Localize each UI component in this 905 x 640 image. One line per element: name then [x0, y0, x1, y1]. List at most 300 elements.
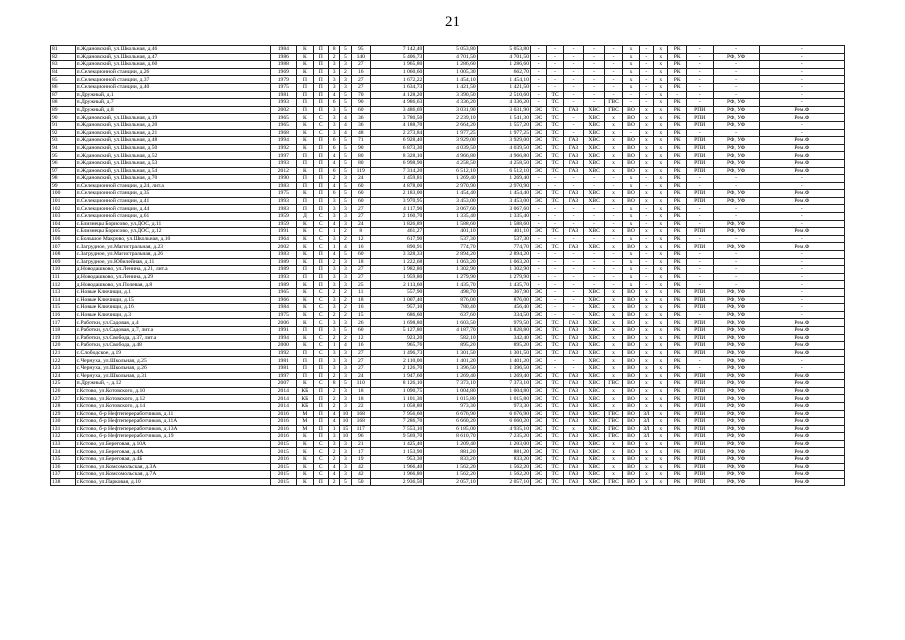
cell-year-built: 1959 [270, 213, 297, 221]
cell-apartments: 16 [351, 243, 370, 251]
cell-elevator: х [654, 213, 668, 221]
cell-cold-water: ХВС [584, 243, 605, 251]
cell-cold-water: ХВС [584, 349, 605, 357]
cell-cold-water: ХВС [584, 380, 605, 388]
cell-chute: - [639, 182, 653, 190]
cell-hot-water: - [604, 266, 622, 274]
cell-living-area: 876,00 [424, 296, 477, 304]
cell-entrances: 1 [328, 243, 339, 251]
cell-entrances: 2 [328, 372, 339, 380]
cell-living-area: 4 258,50 [424, 159, 477, 167]
cell-gas: ГАЗ [563, 410, 584, 418]
cell-entrances: 2 [328, 456, 339, 464]
cell-heating: ТС [547, 433, 563, 441]
cell-total-area: 7 956,60 [371, 410, 424, 418]
cell-residential-area: 1 203,00 [477, 440, 530, 448]
cell-wall-material: К [297, 251, 313, 259]
cell-row-number: 115 [51, 304, 76, 312]
cell-utility-systems: - [686, 273, 713, 281]
cell-foundation-repair: - [759, 182, 844, 190]
cell-apartments: 25 [351, 281, 370, 289]
cell-floors: 2 [340, 289, 351, 297]
cell-cold-water: - [584, 91, 605, 99]
cell-elevator: х [654, 106, 668, 114]
cell-electricity: ЭС [530, 478, 546, 486]
table-row [51, 273, 845, 281]
cell-utility-systems: РПИ [686, 372, 713, 380]
cell-address: с.Близнецы Борисово, ул.ДОС, д.11 [75, 220, 270, 228]
cell-sewerage: х [623, 266, 639, 274]
cell-living-area: 1 015,80 [424, 395, 477, 403]
cell-hot-water: х [604, 395, 622, 403]
cell-electricity: ЭС [530, 380, 546, 388]
cell-total-area: 1 101,30 [371, 395, 424, 403]
cell-year-built: 2016 [270, 418, 297, 426]
cell-hot-water: х [604, 228, 622, 236]
cell-residential-area: 1 557,20 [477, 121, 530, 129]
cell-facade: РФ, УФ [713, 387, 759, 395]
cell-total-area: 6 998,90 [371, 159, 424, 167]
cell-electricity: ЭС [530, 121, 546, 129]
cell-utility-systems: РПИ [686, 197, 713, 205]
cell-utility-systems: - [686, 53, 713, 61]
cell-heating: ТС [547, 106, 563, 114]
cell-row-number: 113 [51, 289, 76, 297]
cell-cold-water: ХВС [584, 304, 605, 312]
cell-wall-material: К [297, 281, 313, 289]
cell-year-built: 2015 [270, 463, 297, 471]
cell-hot-water: ГВС [604, 478, 622, 486]
cell-gas: ГАЗ [563, 448, 584, 456]
cell-floors: 4 [340, 243, 351, 251]
cell-wall-material: К [297, 304, 313, 312]
cell-floors: 5 [340, 99, 351, 107]
cell-chute: х [639, 137, 653, 145]
cell-gas: ГАЗ [563, 380, 584, 388]
cell-gas: - [563, 121, 584, 129]
cell-address: п.Селекционной станции, д.41 [75, 197, 270, 205]
cell-residential-area: 1 401,20 [477, 357, 530, 365]
table-row [51, 182, 845, 190]
cell-hot-water: х [604, 129, 622, 137]
cell-roof-repair: РК [668, 137, 686, 145]
cell-chute: - [639, 235, 653, 243]
cell-address: с.Загрудное, ул.Юбилейная, д.11 [75, 258, 270, 266]
cell-foundation-repair: Рем.Ф [759, 471, 844, 479]
cell-year-built: 1993 [270, 99, 297, 107]
cell-gas: - [563, 357, 584, 365]
cell-foundation-repair: Рем.Ф [759, 137, 844, 145]
table-row [51, 175, 845, 183]
cell-row-number: 122 [51, 357, 76, 365]
cell-chute: - [639, 281, 653, 289]
cell-total-area: 1 090,75 [371, 387, 424, 395]
cell-floor-type: С [313, 121, 328, 129]
cell-row-number: 128 [51, 402, 76, 410]
cell-apartments: 60 [351, 251, 370, 259]
cell-total-area: 4 128,20 [371, 91, 424, 99]
table-row [51, 243, 845, 251]
cell-living-area: 637,60 [424, 311, 477, 319]
cell-apartments: 18 [351, 387, 370, 395]
cell-year-built: 1989 [270, 281, 297, 289]
cell-year-built: 1984 [270, 304, 297, 312]
cell-apartments: 26 [351, 319, 370, 327]
cell-residential-area: 881,20 [477, 448, 530, 456]
cell-chute: х [639, 167, 653, 175]
cell-roof-repair: РК [668, 197, 686, 205]
cell-wall-material: К [297, 456, 313, 464]
cell-facade: - [713, 46, 759, 54]
cell-utility-systems: - [686, 83, 713, 91]
cell-cold-water: ХВС [584, 387, 605, 395]
cell-foundation-repair: Рем.Ф [759, 349, 844, 357]
cell-heating: - [547, 281, 563, 289]
cell-cold-water: ХВС [584, 129, 605, 137]
cell-roof-repair: РК [668, 258, 686, 266]
cell-living-area: 1 562,20 [424, 471, 477, 479]
cell-gas: - [563, 61, 584, 69]
cell-floor-type: П [313, 61, 328, 69]
cell-floors: 3 [340, 175, 351, 183]
cell-year-built: 1965 [270, 114, 297, 122]
cell-electricity: ЭС [530, 433, 546, 441]
cell-entrances: 2 [328, 289, 339, 297]
cell-chute: х [639, 121, 653, 129]
cell-wall-material: П [297, 99, 313, 107]
cell-roof-repair: РК [668, 364, 686, 372]
cell-utility-systems: - [686, 129, 713, 137]
cell-electricity: ЭС [530, 440, 546, 448]
cell-cold-water: - [584, 76, 605, 84]
cell-floors: 10 [340, 410, 351, 418]
cell-hot-water: х [604, 304, 622, 312]
cell-foundation-repair: Рем.Ф [759, 197, 844, 205]
cell-residential-area: 876,00 [477, 296, 530, 304]
cell-wall-material: КБ [297, 402, 313, 410]
cell-address: п.Селекционной станции, д.37 [75, 76, 270, 84]
cell-wall-material: К [297, 463, 313, 471]
cell-apartments: 16 [351, 304, 370, 312]
cell-apartments: 36 [351, 121, 370, 129]
cell-gas: ГАЗ [563, 334, 584, 342]
cell-elevator: х [654, 357, 668, 365]
cell-entrances: 4 [328, 182, 339, 190]
cell-floors: 3 [340, 213, 351, 221]
cell-sewerage: х [623, 76, 639, 84]
cell-year-built: 1993 [270, 197, 297, 205]
cell-row-number: 124 [51, 372, 76, 380]
cell-total-area: 1 496,73 [371, 349, 424, 357]
cell-floors: 2 [340, 68, 351, 76]
cell-year-built: 1969 [270, 68, 297, 76]
cell-roof-repair: РК [668, 478, 686, 486]
cell-cold-water: ХВС [584, 440, 605, 448]
cell-apartments: 117 [351, 425, 370, 433]
cell-roof-repair: РК [668, 144, 686, 152]
cell-apartments: 17 [351, 448, 370, 456]
cell-year-built: 1992 [270, 144, 297, 152]
cell-heating: - [547, 266, 563, 274]
cell-sewerage: ВО [623, 197, 639, 205]
cell-total-area: 1 672,22 [371, 76, 424, 84]
cell-row-number: 98 [51, 175, 76, 183]
cell-hot-water: х [604, 319, 622, 327]
cell-floor-type: С [313, 471, 328, 479]
cell-heating: ТС [547, 144, 563, 152]
cell-utility-systems: - [686, 99, 713, 107]
cell-foundation-repair: Рем.Ф [759, 410, 844, 418]
cell-roof-repair: РК [668, 167, 686, 175]
cell-apartments: 42 [351, 463, 370, 471]
cell-apartments: 27 [351, 349, 370, 357]
cell-foundation-repair: Рем.Ф [759, 152, 844, 160]
cell-gas: - [563, 213, 584, 221]
cell-utility-systems: РПИ [686, 159, 713, 167]
cell-chute: - [639, 83, 653, 91]
cell-foundation-repair: Рем.Ф [759, 372, 844, 380]
cell-roof-repair: РК [668, 372, 686, 380]
cell-gas: - [563, 114, 584, 122]
cell-electricity: ЭС [530, 137, 546, 145]
cell-row-number: 99 [51, 182, 76, 190]
cell-electricity: ЭС [530, 471, 546, 479]
cell-foundation-repair: - [759, 235, 844, 243]
cell-total-area: 8 126,10 [371, 380, 424, 388]
cell-total-area: 7 286,70 [371, 418, 424, 426]
cell-entrances: 4 [328, 410, 339, 418]
cell-wall-material: КБ [297, 395, 313, 403]
cell-living-area: 1 562,20 [424, 463, 477, 471]
cell-facade: - [713, 258, 759, 266]
cell-heating: ТС [547, 387, 563, 395]
cell-gas: ГАЗ [563, 152, 584, 160]
cell-floor-type: С [313, 304, 328, 312]
cell-entrances: 3 [328, 273, 339, 281]
cell-living-area: 4 966,80 [424, 152, 477, 160]
cell-electricity: ЭС [530, 342, 546, 350]
cell-address: п.Ждановский, ул.Школьная, д.54 [75, 167, 270, 175]
cell-foundation-repair: Рем.Ф [759, 440, 844, 448]
cell-elevator: х [654, 159, 668, 167]
cell-chute: х [639, 456, 653, 464]
cell-apartments: 12 [351, 334, 370, 342]
cell-gas: ГАЗ [563, 402, 584, 410]
cell-living-area: 3 031,90 [424, 106, 477, 114]
cell-sewerage: ВО [623, 433, 639, 441]
cell-heating: - [547, 68, 563, 76]
cell-gas: ГАЗ [563, 418, 584, 426]
cell-elevator: х [654, 296, 668, 304]
cell-chute: х [639, 159, 653, 167]
cell-floor-type: П [313, 402, 328, 410]
cell-entrances: 2 [328, 387, 339, 395]
cell-residential-area: 2 057,10 [477, 478, 530, 486]
cell-chute: - [639, 53, 653, 61]
cell-entrances: 3 [328, 121, 339, 129]
cell-facade: РФ, УФ [713, 478, 759, 486]
cell-wall-material: К [297, 68, 313, 76]
cell-foundation-repair: - [759, 83, 844, 91]
cell-roof-repair: РК [668, 349, 686, 357]
cell-total-area: 5 406,73 [371, 53, 424, 61]
cell-year-built: 1990 [270, 175, 297, 183]
cell-gas: - [563, 83, 584, 91]
cell-floors: 5 [340, 159, 351, 167]
cell-floors: 5 [340, 137, 351, 145]
cell-apartments: 140 [351, 53, 370, 61]
cell-roof-repair: РК [668, 456, 686, 464]
cell-floor-type: П [313, 364, 328, 372]
cell-year-built: 1964 [270, 235, 297, 243]
cell-roof-repair: РК [668, 114, 686, 122]
cell-apartments: 27 [351, 357, 370, 365]
cell-apartments: 27 [351, 364, 370, 372]
cell-facade: - [713, 83, 759, 91]
cell-cold-water: ХВС [584, 106, 605, 114]
cell-row-number: 114 [51, 296, 76, 304]
cell-apartments: 80 [351, 159, 370, 167]
cell-electricity: ЭС [530, 410, 546, 418]
cell-chute: х [639, 478, 653, 486]
cell-apartments: 70 [351, 91, 370, 99]
cell-electricity: ЭС [530, 463, 546, 471]
cell-sewerage: ВО [623, 159, 639, 167]
cell-apartments: 71 [351, 137, 370, 145]
cell-floors: 3 [340, 440, 351, 448]
cell-gas: - [563, 281, 584, 289]
cell-living-area: 1 005,30 [424, 68, 477, 76]
cell-heating: - [547, 364, 563, 372]
cell-year-built: 1966 [270, 296, 297, 304]
cell-elevator: х [654, 46, 668, 54]
cell-heating: - [547, 357, 563, 365]
cell-roof-repair: РК [668, 471, 686, 479]
cell-wall-material: М [297, 410, 313, 418]
cell-foundation-repair: - [759, 258, 844, 266]
cell-facade: РФ, УФ [713, 402, 759, 410]
cell-living-area: 582,10 [424, 334, 477, 342]
cell-roof-repair: РК [668, 129, 686, 137]
cell-foundation-repair: - [759, 364, 844, 372]
cell-cold-water: ХВС [584, 372, 605, 380]
cell-elevator: х [654, 463, 668, 471]
cell-entrances: 1 [328, 425, 339, 433]
cell-heating: ТС [547, 243, 563, 251]
cell-utility-systems: РПИ [686, 114, 713, 122]
cell-entrances: 3 [328, 213, 339, 221]
cell-facade: РФ, УФ [713, 137, 759, 145]
cell-hot-water: х [604, 334, 622, 342]
cell-apartments: 80 [351, 152, 370, 160]
cell-utility-systems: - [686, 364, 713, 372]
cell-sewerage: ВО [623, 228, 639, 236]
cell-apartments: 27 [351, 273, 370, 281]
cell-heating: ТС [547, 326, 563, 334]
cell-facade: - [713, 235, 759, 243]
cell-chute: х [639, 311, 653, 319]
cell-living-area: 1 269,40 [424, 372, 477, 380]
cell-row-number: 100 [51, 190, 76, 198]
cell-elevator: х [654, 129, 668, 137]
cell-living-area: 1 454,40 [424, 190, 477, 198]
cell-year-built: 2016 [270, 425, 297, 433]
cell-row-number: 88 [51, 99, 76, 107]
cell-address: г.Кстово, б-р Нефтепереработчиков, д.13А [75, 425, 270, 433]
cell-apartments: 36 [351, 114, 370, 122]
cell-heating: ТС [547, 349, 563, 357]
cell-entrances: 3 [328, 76, 339, 84]
cell-apartments: 60 [351, 190, 370, 198]
cell-wall-material: К [297, 440, 313, 448]
cell-cold-water: ХВС [584, 418, 605, 426]
cell-foundation-repair: - [759, 61, 844, 69]
cell-chute: ЗЛ [639, 418, 653, 426]
cell-roof-repair: РК [668, 357, 686, 365]
cell-heating: ТС [547, 372, 563, 380]
cell-heating: ТС [547, 478, 563, 486]
cell-elevator: х [654, 91, 668, 99]
cell-floors: 3 [340, 349, 351, 357]
cell-sewerage: ВО [623, 357, 639, 365]
cell-elevator: х [654, 456, 668, 464]
cell-apartments: 60 [351, 197, 370, 205]
cell-chute: - [639, 99, 653, 107]
cell-wall-material: П [297, 83, 313, 91]
cell-address: г.Кстово, ул.Парковая, д.10 [75, 478, 270, 486]
cell-entrances: 6 [328, 144, 339, 152]
cell-row-number: 109 [51, 258, 76, 266]
cell-sewerage: - [623, 99, 639, 107]
cell-roof-repair: РК [668, 289, 686, 297]
cell-hot-water: х [604, 197, 622, 205]
cell-utility-systems: РПИ [686, 167, 713, 175]
table-row [51, 99, 845, 107]
cell-wall-material: К [297, 258, 313, 266]
cell-chute: - [639, 205, 653, 213]
cell-roof-repair: РК [668, 387, 686, 395]
cell-sewerage: х [623, 53, 639, 61]
table-row [51, 228, 845, 236]
cell-foundation-repair: - [759, 53, 844, 61]
cell-entrances: 4 [328, 159, 339, 167]
cell-hot-water: х [604, 402, 622, 410]
cell-foundation-repair: Рем.Ф [759, 190, 844, 198]
cell-residential-area: 1 302,90 [477, 266, 530, 274]
cell-foundation-repair: Рем.Ф [759, 456, 844, 464]
cell-gas: - [563, 289, 584, 297]
cell-sewerage: ВО [623, 167, 639, 175]
cell-year-built: 2016 [270, 433, 297, 441]
cell-cold-water: - [584, 175, 605, 183]
cell-facade: РФ, УФ [713, 418, 759, 426]
cell-cold-water: - [584, 266, 605, 274]
cell-elevator: х [654, 471, 668, 479]
cell-chute: х [639, 319, 653, 327]
cell-floors: 5 [340, 91, 351, 99]
cell-elevator: х [654, 121, 668, 129]
cell-electricity: - [530, 205, 546, 213]
cell-apartments: 24 [351, 220, 370, 228]
cell-sewerage: ВО [623, 463, 639, 471]
cell-wall-material: П [297, 372, 313, 380]
cell-roof-repair: РК [668, 402, 686, 410]
cell-foundation-repair: - [759, 213, 844, 221]
cell-foundation-repair: - [759, 251, 844, 259]
cell-elevator: х [654, 281, 668, 289]
cell-entrances: 3 [328, 326, 339, 334]
cell-foundation-repair: Рем.Ф [759, 144, 844, 152]
